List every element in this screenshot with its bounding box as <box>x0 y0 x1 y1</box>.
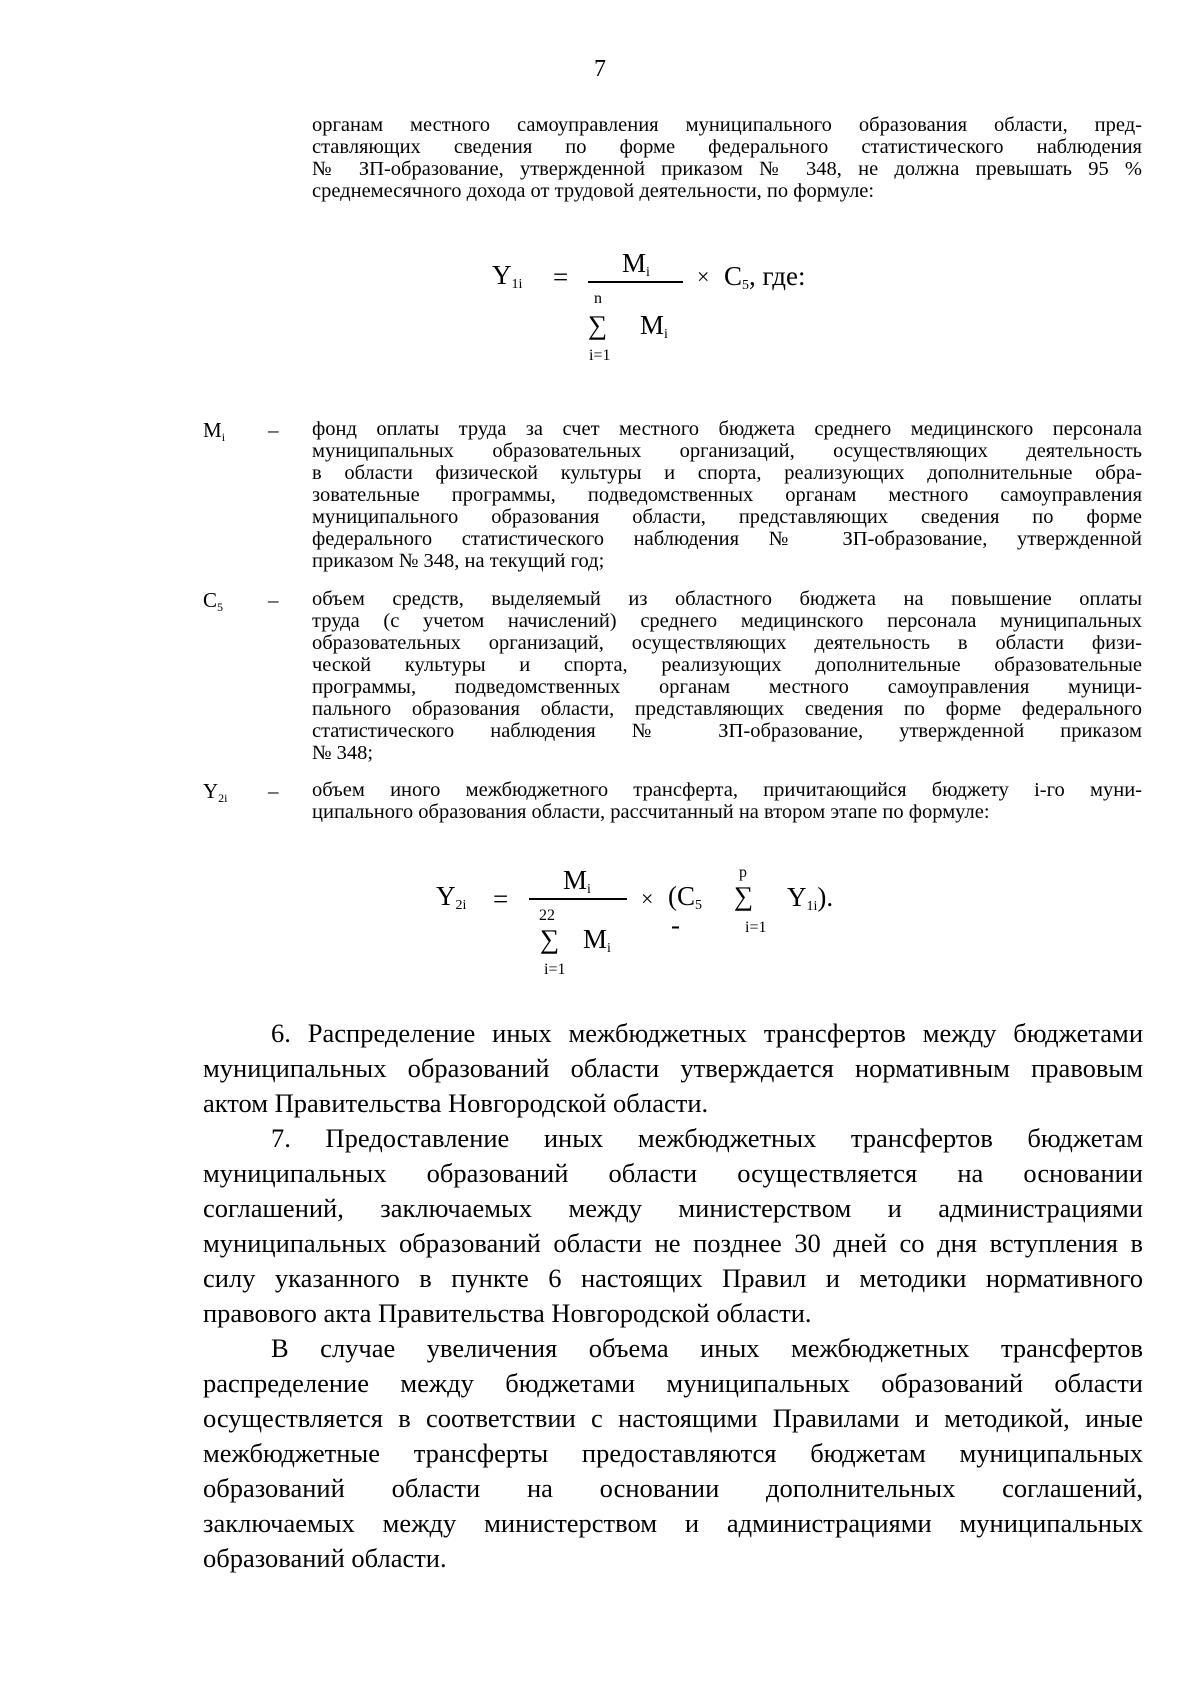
definition-line: муниципальных образовательных организаций, осуществляющих деятельность <box>312 440 1142 462</box>
definition-line: ципального образования области, рассчитанный на втором этапе по формуле: <box>312 801 990 823</box>
formula1-times: × <box>697 264 710 289</box>
definition-dash: – <box>268 418 279 442</box>
intro-line: № ЗП-образование, утвержденной приказом № 348, не должна превышать 95 % <box>312 158 1142 180</box>
formula2-sum2-bottom: i=1 <box>745 919 767 936</box>
paragraph-line: актом Правительства Новгородской области. <box>203 1088 709 1118</box>
formula1-fraction-bar <box>588 281 683 283</box>
formula2-sum2-top: p <box>739 864 747 881</box>
definition-line: программы, подведомственных органам местного самоуправления муници- <box>312 676 1142 698</box>
formula2-lhs: Y2i <box>436 881 467 913</box>
paragraph-line: образований области. <box>203 1543 447 1573</box>
paragraph-line: муниципальных образований области не позднее 30 дней со дня вступления в <box>203 1228 1143 1258</box>
formula1-sum-term: Mi <box>640 310 668 342</box>
paragraph-line: силу указанного в пункте 6 настоящих Правил и методики нормативного <box>203 1263 1143 1293</box>
definition-line: объем средств, выделяемый из областного бюджета на повышение оплаты <box>312 588 1142 610</box>
definition-symbol: Mi <box>203 418 226 444</box>
definition-line: федерального статистического наблюдения № ЗП-образование, утвержденной <box>312 528 1142 550</box>
definition-line: фонд оплаты труда за счет местного бюджета среднего медицинского персонала <box>312 418 1142 440</box>
paragraph-7 <box>203 1121 1143 1331</box>
formula2-term: Y1i). <box>787 882 834 914</box>
paragraph-line: правового акта Правительства Новгородской области. <box>203 1298 812 1328</box>
definition-line: объем иного межбюджетного трансферта, причитающийся бюджету i-го муни- <box>312 779 1142 801</box>
formula1-lhs: Y1i <box>492 260 523 292</box>
paragraph-line: муниципальных образований области осуществляется на основании <box>203 1158 1143 1188</box>
definition-symbol: C5 <box>203 588 224 614</box>
paragraph-increase <box>203 1331 1143 1576</box>
definition-line: статистического наблюдения № ЗП-образование, утвержденной приказом <box>312 720 1142 742</box>
paragraph-line: соглашений, заключаемых между министерством и администрациями <box>203 1193 1143 1223</box>
formula2-times: × <box>641 886 654 911</box>
definition-dash: – <box>268 779 279 803</box>
formula1-sum-top: n <box>594 290 602 307</box>
paragraph-line: муниципальных образований области утверждается нормативным правовым <box>203 1053 1143 1083</box>
definition-line: образовательных организаций, осуществляющих деятельность в области физи- <box>312 632 1142 654</box>
formula2-sum-top: 22 <box>539 907 555 924</box>
formula2-open: (C5 <box>668 881 702 913</box>
paragraph-line: В случае увеличения объема иных межбюджетных трансфертов <box>271 1333 1143 1363</box>
formula1-numerator: Mi <box>622 248 650 280</box>
paragraph-line: образований области на основании дополнительных соглашений, <box>203 1473 1143 1503</box>
definition-text <box>312 588 1142 764</box>
intro-line: ставляющих сведения по форме федерального статистического наблюдения <box>312 136 1142 158</box>
formula2-sum-term: Mi <box>583 924 611 956</box>
definition-line: в области физической культуры и спорта, реализующих дополнительные обра- <box>312 462 1142 484</box>
formula2-fraction-bar <box>529 898 627 900</box>
formula1-equals: = <box>553 262 569 292</box>
definition-line: пального образования области, представляющих сведения по форме федерального <box>312 698 1142 720</box>
formula2-equals: = <box>493 884 509 914</box>
definition-line: приказом № 348, на текущий год; <box>312 550 605 572</box>
intro-line: среднемесячного дохода от трудовой деятельности, по формуле: <box>312 180 875 202</box>
formula1-c: C5, где: <box>724 261 806 293</box>
definition-symbol: Y2i <box>203 779 228 805</box>
paragraph-line: осуществляется в соответствии с настоящими Правилами и методикой, иные <box>203 1403 1143 1433</box>
formula2-minus: - <box>671 910 680 940</box>
paragraph-line: распределение между бюджетами муниципальных образований области <box>203 1368 1143 1398</box>
definition-text <box>312 418 1142 572</box>
definition-line: муниципального образования области, представляющих сведения по форме <box>312 506 1142 528</box>
formula2-sum-bottom: i=1 <box>544 961 566 978</box>
page-number: 7 <box>594 56 606 82</box>
formula2-sum-sign: ∑ <box>540 924 560 954</box>
definition-line: № 348; <box>312 742 374 764</box>
formula1-sum-bottom: i=1 <box>589 347 611 364</box>
intro-line: органам местного самоуправления муниципального образования области, пред- <box>312 114 1142 136</box>
definition-line: ческой культуры и спорта, реализующих дополнительные образовательные <box>312 654 1142 676</box>
definition-text <box>312 779 1142 823</box>
definition-line: зовательные программы, подведомственных органам местного самоуправления <box>312 484 1142 506</box>
paragraph-6 <box>203 1016 1143 1121</box>
paragraph-line: заключаемых между министерством и администрациями муниципальных <box>203 1508 1143 1538</box>
formula2-sum2-sign: ∑ <box>734 881 754 911</box>
definition-dash: – <box>268 588 279 612</box>
paragraph-line: 6. Распределение иных межбюджетных трансфертов между бюджетами <box>271 1018 1143 1048</box>
definition-line: труда (с учетом начислений) среднего медицинского персонала муниципальных <box>312 610 1142 632</box>
intro-paragraph <box>312 114 1142 202</box>
formula1-sum-sign: ∑ <box>588 310 608 340</box>
formula2-numerator: Mi <box>563 865 591 897</box>
paragraph-line: 7. Предоставление иных межбюджетных трансфертов бюджетам <box>271 1123 1143 1153</box>
paragraph-line: межбюджетные трансферты предоставляются бюджетам муниципальных <box>203 1438 1143 1468</box>
